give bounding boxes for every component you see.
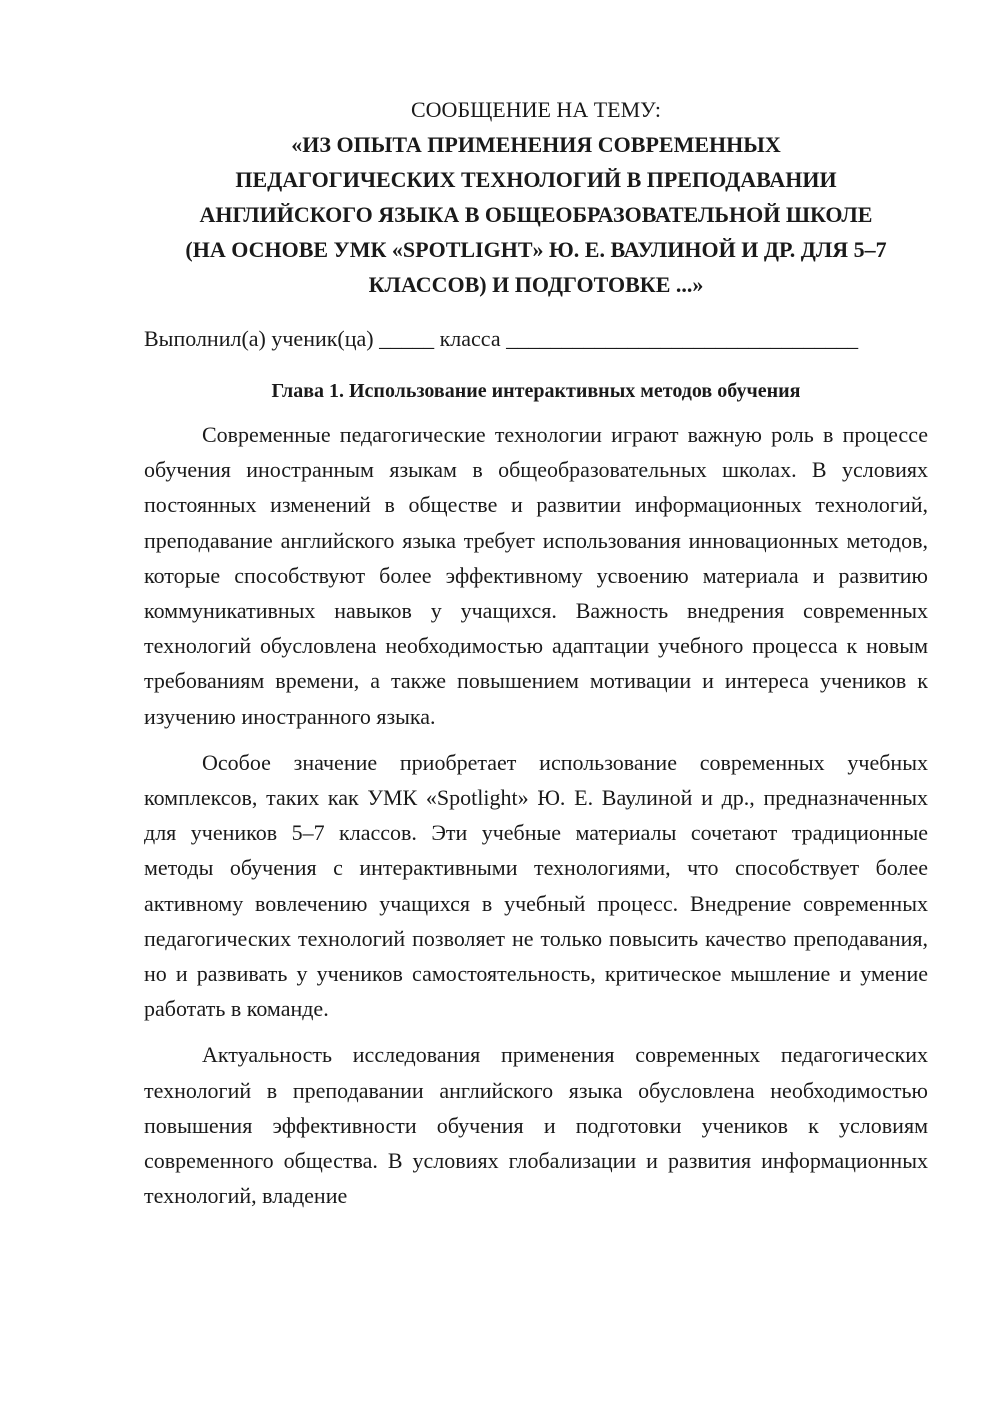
document-title [144, 127, 928, 302]
body-paragraph: Современные педагогические технологии играют важную роль в процессе обучения иностранным языкам в общеобразовательных школах. В условиях постоянных изменений в обществе и развитии информационных технологий, преподавание английского языка требует использования инновационных методов, которые способствуют более эффективному усвоению материала и развитию коммуникативных навыков у учащихся. Важность внедрения современных технологий обусловлена необходимостью адаптации учебного процесса к новым требованиям времени, а также повышением мотивации и интереса учеников к изучению иностранного языка. [144, 422, 928, 729]
title-line: (НА ОСНОВЕ УМК «SPOTLIGHT» Ю. Е. ВАУЛИНОЙ И ДР. ДЛЯ 5–7 [185, 237, 887, 262]
author-line: Выполнил(а) ученик(ца) _____ класса ________________________________ [144, 326, 859, 351]
document-heading: СООБЩЕНИЕ НА ТЕМУ: [411, 97, 661, 122]
chapter-title: Глава 1. Использование интерактивных методов обучения [271, 380, 801, 402]
title-line: АНГЛИЙСКОГО ЯЗЫКА В ОБЩЕОБРАЗОВАТЕЛЬНОЙ ШКОЛЕ [199, 202, 873, 227]
title-line: «ИЗ ОПЫТА ПРИМЕНЕНИЯ СОВРЕМЕННЫХ [291, 132, 781, 157]
body-paragraph: Особое значение приобретает использование современных учебных комплексов, таких как УМК «Spotlight» Ю. Е. Ваулиной и др., предназначенных для учеников 5–7 классов. Эти учебные материалы сочетают традиционные методы обучения с интерактивными технологиями, что способствует более активному вовлечению учащихся в учебный процесс. Внедрение современных педагогических технологий позволяет не только повысить качество преподавания, но и развивать у учеников самостоятельность, критическое мышление и умение работать в команде. [144, 749, 928, 1022]
body-paragraph: Актуальность исследования применения современных педагогических технологий в преподавании английского языка обусловлена необходимостью повышения эффективности обучения и подготовки учеников к условиям современного общества. В условиях глобализации и развития информационных технологий, владение [144, 1042, 928, 1209]
title-line: КЛАССОВ) И ПОДГОТОВКЕ ...» [368, 272, 704, 297]
title-line: ПЕДАГОГИЧЕСКИХ ТЕХНОЛОГИЙ В ПРЕПОДАВАНИИ [235, 167, 837, 192]
document-page [144, 92, 928, 1224]
